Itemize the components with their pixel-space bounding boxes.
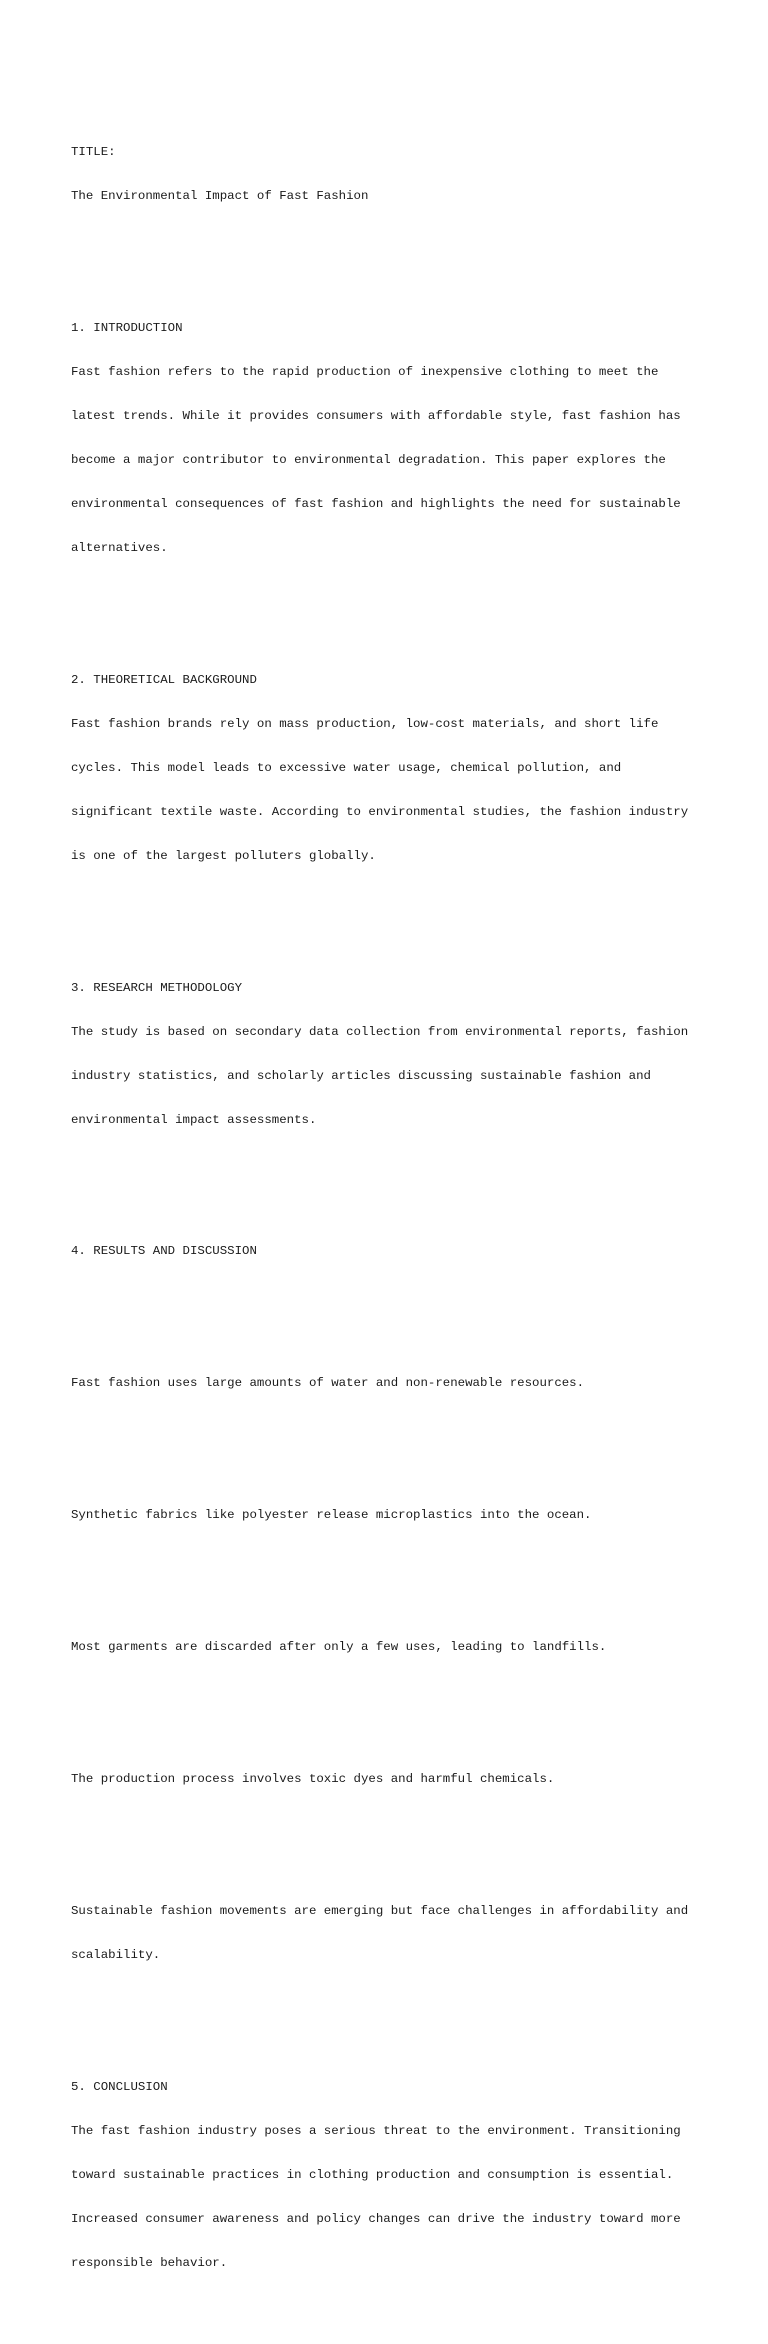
result-point: [71, 1743, 731, 1816]
paragraph-line: latest trends. While it provides consumers with affordable style, fast fashion has: [71, 409, 681, 424]
paragraph-line: alternatives.: [71, 540, 168, 555]
result-point: [71, 1611, 731, 1684]
paragraph-line: environmental consequences of fast fashion and highlights the need for sustainable: [71, 497, 681, 512]
paragraph-line: Most garments are discarded after only a few uses, leading to landfills.: [71, 1640, 607, 1655]
title-label: TITLE:: [71, 145, 116, 160]
paragraph-line: The production process involves toxic dyes and harmful chemicals.: [71, 1772, 555, 1786]
paragraph-line: significant textile waste. According to environmental studies, the fashion industry: [71, 804, 689, 819]
paragraph-line: The study is based on secondary data collection from environmental reports, fashion: [71, 1024, 689, 1039]
paragraph-line: Synthetic fabrics like polyester release microplastics into the ocean.: [71, 1508, 592, 1523]
result-point: [71, 1347, 731, 1420]
document-title: The Environmental Impact of Fast Fashion: [71, 189, 369, 204]
section-heading: 2. THEORETICAL BACKGROUND: [71, 672, 257, 687]
title-block: [71, 116, 731, 233]
section-theoretical-background: [71, 644, 731, 893]
paragraph-line: Fast fashion brands rely on mass production, low-cost materials, and short life: [71, 716, 659, 731]
paragraph-line: become a major contributor to environmental degradation. This paper explores the: [71, 453, 666, 468]
section-heading: 5. CONCLUSION: [71, 2079, 168, 2094]
paragraph-line: Fast fashion uses large amounts of water and non-renewable resources.: [71, 1376, 585, 1391]
result-point: [71, 1479, 731, 1552]
document-page: [71, 72, 731, 2344]
paragraph-line: Increased consumer awareness and policy changes can drive the industry toward more: [71, 2211, 681, 2226]
section-results-heading: [71, 1215, 731, 1288]
section-introduction: [71, 292, 731, 585]
section-heading: 1. INTRODUCTION: [71, 321, 183, 336]
section-research-methodology: [71, 951, 731, 1156]
paragraph-line: toward sustainable practices in clothing production and consumption is essential.: [71, 2167, 674, 2182]
paragraph-line: The fast fashion industry poses a serious threat to the environment. Transitioning: [71, 2123, 681, 2138]
paragraph-line: Fast fashion refers to the rapid production of inexpensive clothing to meet the: [71, 365, 659, 380]
result-point: [71, 1875, 731, 1992]
paragraph-line: is one of the largest polluters globally.: [71, 848, 376, 863]
paragraph-line: environmental impact assessments.: [71, 1112, 317, 1127]
section-heading: 3. RESEARCH METHODOLOGY: [71, 980, 243, 995]
paragraph-line: industry statistics, and scholarly articles discussing sustainable fashion and: [71, 1068, 651, 1083]
paragraph-line: scalability.: [71, 1947, 161, 1962]
paragraph-line: responsible behavior.: [71, 2255, 228, 2270]
paragraph-line: cycles. This model leads to excessive water usage, chemical pollution, and: [71, 760, 622, 775]
section-heading: 4. RESULTS AND DISCUSSION: [71, 1244, 257, 1259]
section-conclusion: [71, 2050, 731, 2299]
paragraph-line: Sustainable fashion movements are emerging but face challenges in affordability and: [71, 1903, 689, 1918]
